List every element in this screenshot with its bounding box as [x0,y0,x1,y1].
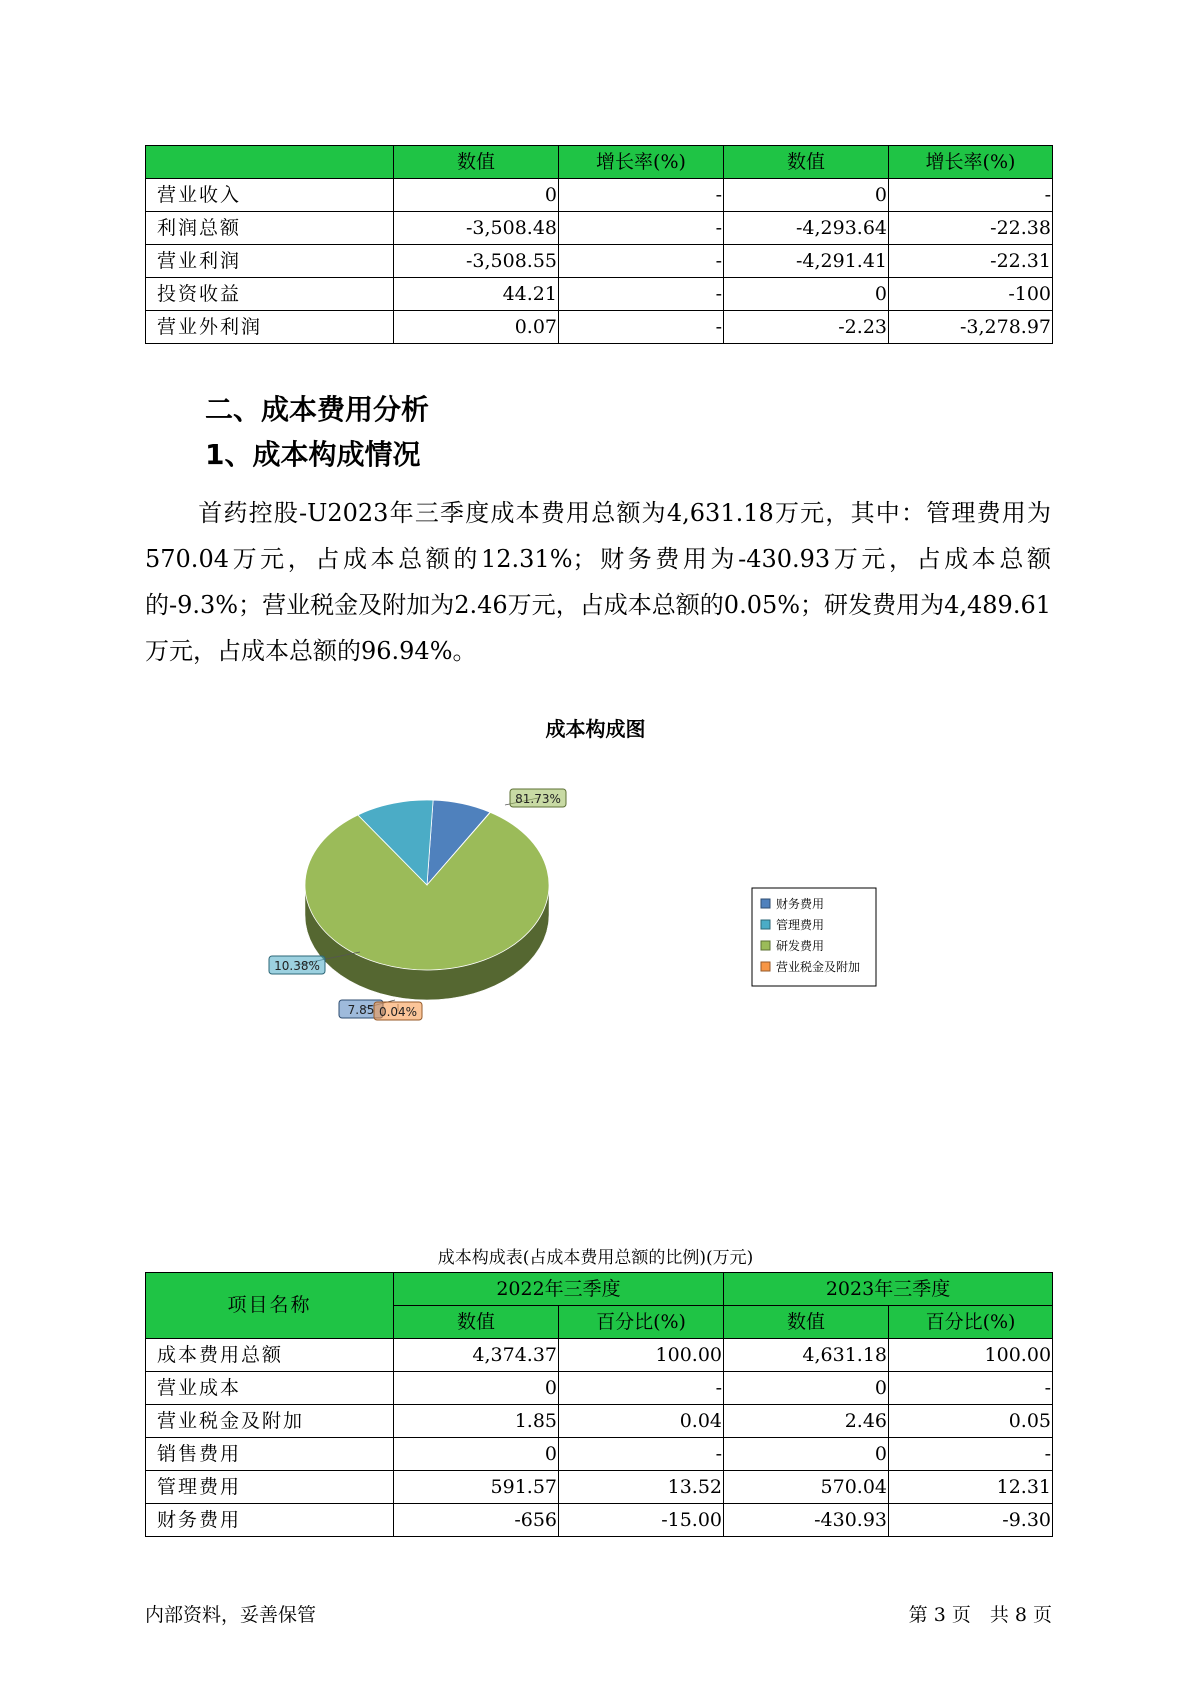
table-row [146,1372,1053,1405]
table-row [146,1504,1053,1537]
data-label: 7.85 [347,1003,375,1017]
header-cell: 百分比(%) [559,1306,724,1339]
table-row [146,1471,1053,1504]
table-cell: 44.21 [394,278,559,311]
header-cell: 百分比(%) [889,1306,1053,1339]
data-label: 81.73% [515,792,561,806]
table-cell: -22.31 [889,245,1053,278]
footer-left: 内部资料，妥善保管 [145,1604,317,1626]
table-cell: 0.05 [889,1405,1053,1438]
table-cell: 570.04 [724,1471,889,1504]
header-year-2022: 2022年三季度 [394,1273,724,1306]
header-cell: 数值 [724,146,889,179]
table-cell: 12.31 [889,1471,1053,1504]
table-cell: - [559,1372,724,1405]
table-cell: 13.52 [559,1471,724,1504]
subsection-title: 1、成本构成情况 [205,438,421,471]
table-cell: 0 [394,1438,559,1471]
row-label: 成本费用总额 [146,1339,394,1372]
table-row [146,1339,1053,1372]
legend-swatch [761,962,770,971]
legend-swatch [761,899,770,908]
table-cell: - [559,1438,724,1471]
chart-legend [752,888,876,986]
table-cell: - [559,311,724,344]
row-label: 财务费用 [146,1504,394,1537]
table-cell: 0 [724,1438,889,1471]
table-cell: 100.00 [559,1339,724,1372]
header-cell [146,146,394,179]
row-label: 管理费用 [146,1471,394,1504]
row-label: 营业成本 [146,1372,394,1405]
table-row [146,1438,1053,1471]
table-cell: -3,508.48 [394,212,559,245]
legend-label: 财务费用 [776,897,825,911]
table-cell: 1.85 [394,1405,559,1438]
row-label: 投资收益 [146,278,394,311]
table-caption: 成本构成表(占成本费用总额的比例)(万元) [437,1248,754,1268]
paragraph-text: 首药控股-U2023年三季度成本费用总额为4,631.18万元，其中：管理费用为570.04万元，占成本总额的12.31%；财务费用为-430.93万元，占成本总额的-9.3%；营业税金及附加为2.46万元，占成本总额的0.05%；研发费用为4,489.61万元，占成本总额的96.94%。 [145,499,1051,665]
table-cell: - [889,1372,1053,1405]
table-cell: - [889,1438,1053,1471]
table-cell: -430.93 [724,1504,889,1537]
legend-label: 研发费用 [776,939,825,953]
table-cell: - [559,245,724,278]
section-title: 二、成本费用分析 [205,393,430,426]
table-cell: 4,631.18 [724,1339,889,1372]
table-cell: 4,374.37 [394,1339,559,1372]
table-cell: -100 [889,278,1053,311]
table-cell: 591.57 [394,1471,559,1504]
header-year-2023: 2023年三季度 [724,1273,1053,1306]
table-row [146,245,1053,278]
chart-title: 成本构成图 [545,717,646,741]
footer-page-number: 第 3 页 共 8 页 [908,1604,1052,1626]
table-cell: - [889,179,1053,212]
table-cell: 0 [724,278,889,311]
row-label: 营业税金及附加 [146,1405,394,1438]
legend-swatch [761,920,770,929]
table-cell: - [559,212,724,245]
table-cell: 0 [724,179,889,212]
header-cell: 数值 [394,1306,559,1339]
table-row [146,179,1053,212]
header-item-name: 项目名称 [146,1273,394,1339]
table-row [146,278,1053,311]
table-cell: 0.04 [559,1405,724,1438]
table-row [146,1405,1053,1438]
header-cell: 数值 [394,146,559,179]
table-cell: -3,508.55 [394,245,559,278]
table-cell: -9.30 [889,1504,1053,1537]
table-cell: - [559,179,724,212]
legend-label: 营业税金及附加 [776,960,861,974]
table-cell: 0.07 [394,311,559,344]
table-row [146,311,1053,344]
table-cell: 0 [724,1372,889,1405]
table-cell: 0 [394,179,559,212]
row-label: 利润总额 [146,212,394,245]
table-cell: 100.00 [889,1339,1053,1372]
analysis-paragraph [145,490,1051,674]
row-label: 营业利润 [146,245,394,278]
header-cell: 增长率(%) [559,146,724,179]
table-cell: 2.46 [724,1405,889,1438]
table-cell: -656 [394,1504,559,1537]
row-label: 营业收入 [146,179,394,212]
financial-summary-table [145,145,1053,344]
table-cell: -2.23 [724,311,889,344]
row-label: 销售费用 [146,1438,394,1471]
table-cell: 0 [394,1372,559,1405]
table-cell: -3,278.97 [889,311,1053,344]
table-cell: -22.38 [889,212,1053,245]
data-label: 10.38% [274,959,320,973]
table-cell: -4,293.64 [724,212,889,245]
header-cell: 数值 [724,1306,889,1339]
header-cell: 增长率(%) [889,146,1053,179]
legend-swatch [761,941,770,950]
cost-structure-table [145,1272,1053,1537]
table-cell: - [559,278,724,311]
legend-label: 管理费用 [776,918,825,932]
table-cell: -4,291.41 [724,245,889,278]
table-header-row [146,146,1053,179]
data-label: 0.04% [378,1005,418,1019]
row-label: 营业外利润 [146,311,394,344]
table-header-row [146,1273,1053,1306]
pie-chart [0,760,1191,1080]
table-cell: -15.00 [559,1504,724,1537]
table-row [146,212,1053,245]
